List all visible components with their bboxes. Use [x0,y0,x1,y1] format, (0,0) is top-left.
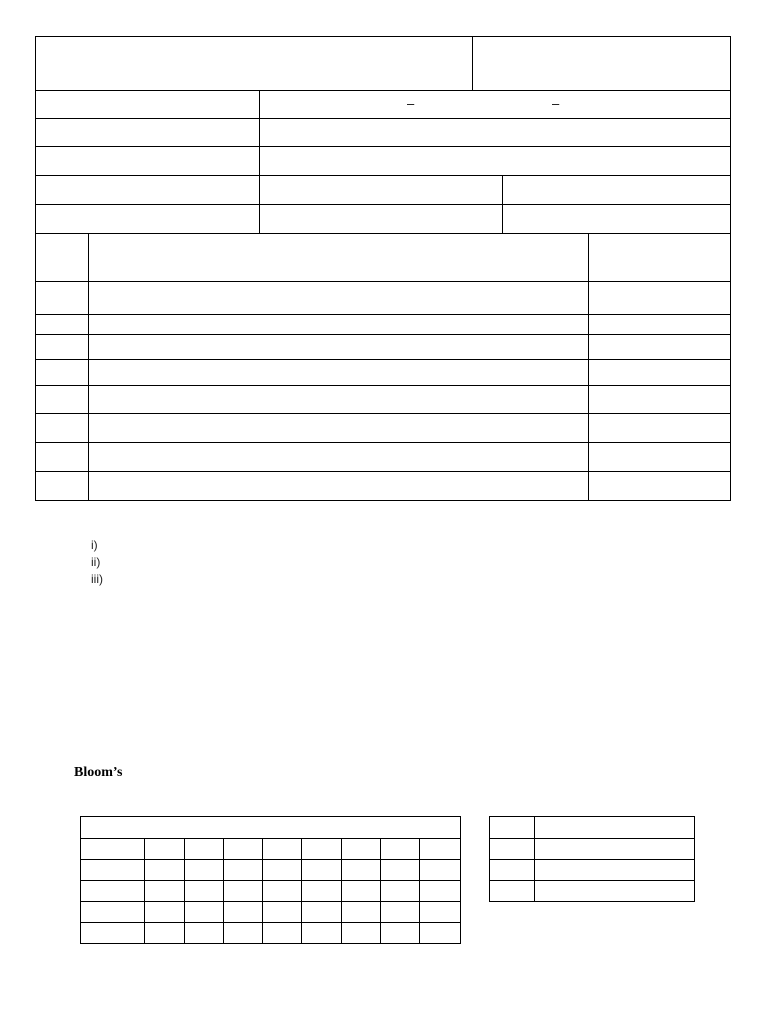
header-row-divider-3 [35,146,731,147]
questions-row-divider-3 [35,334,731,335]
questions-row-divider-8 [35,471,731,472]
questions-row-divider-5 [35,385,731,386]
table-row [81,881,461,902]
questions-row-divider-6 [35,413,731,414]
questions-marks-column-divider [588,233,589,501]
blooms-distribution-table [80,816,461,944]
questions-row-divider-2 [35,314,731,315]
header-row-divider-2 [35,118,731,119]
table-row [81,923,461,944]
table-row [490,839,695,860]
questions-row-divider-7 [35,442,731,443]
blooms-heading: Bloom’s [74,765,123,780]
table-row [81,902,461,923]
instruction-item-2: ii) [91,555,101,569]
header-row-divider-1 [35,90,731,91]
questions-row-divider-4 [35,359,731,360]
blooms-header-row [81,817,461,839]
questions-number-column-divider [88,233,89,501]
period-dash-2: – [552,96,560,111]
period-dash-1: – [407,96,415,111]
header-value-divider [502,175,503,234]
table-row [490,817,695,839]
questions-table [35,233,731,501]
table-row [490,881,695,902]
header-row-divider-5 [35,204,731,205]
header-label-divider [259,90,260,234]
blooms-legend-table [489,816,695,902]
table-row [81,839,461,860]
table-row [490,860,695,881]
table-row [81,860,461,881]
header-title-divider [472,36,473,91]
header-row-divider-4 [35,175,731,176]
questions-row-divider-1 [35,281,731,282]
instruction-item-1: i) [91,538,98,552]
instruction-item-3: iii) [91,572,103,586]
